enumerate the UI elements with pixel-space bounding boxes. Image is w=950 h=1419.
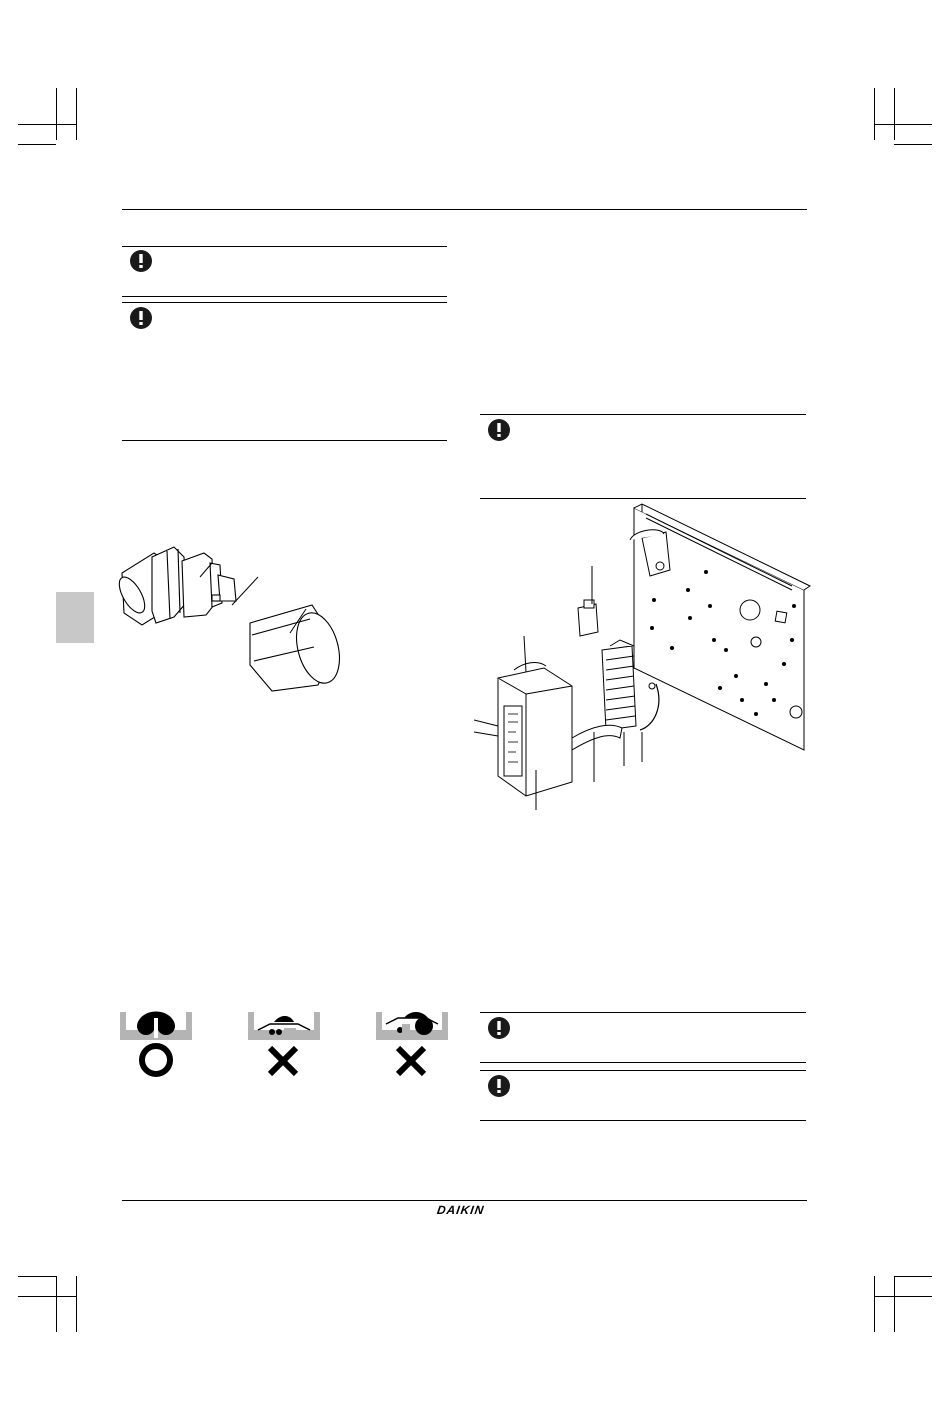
important-notice-icon [130, 250, 152, 272]
switch-box-wiring-illustration [474, 500, 814, 815]
important-notice-icon [488, 1075, 510, 1097]
chapter-side-tab [56, 592, 94, 643]
footer-rule [122, 1200, 807, 1201]
placement-incorrect-figure-2 [376, 1010, 448, 1078]
important-notice-icon [488, 419, 510, 441]
important-notice-icon [130, 307, 152, 329]
header-rule [122, 209, 807, 210]
brand-logo: DAIKIN [436, 1203, 486, 1217]
important-notice-icon [488, 1017, 510, 1039]
placement-correct-figure [120, 1010, 192, 1078]
placement-incorrect-figure-1 [248, 1010, 320, 1078]
valve-fitting-illustration [112, 535, 352, 700]
